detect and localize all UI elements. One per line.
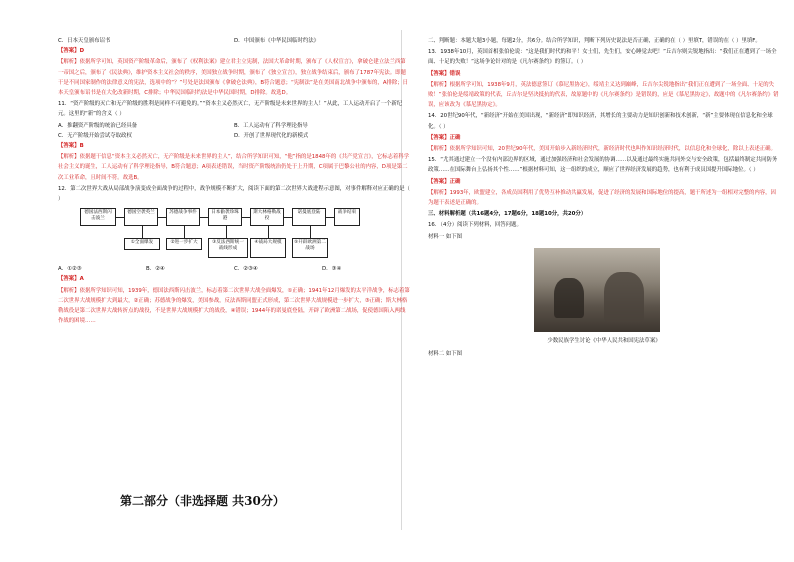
diagram-arrow	[242, 217, 250, 218]
diagram-event-3: ③反法西斯统一战线形成	[208, 238, 248, 258]
q11-option-a: A．推翻资产阶级的统治已经具备	[58, 122, 138, 129]
q11-option-b: B．工人运动有了科学理论指导	[234, 122, 308, 129]
diagram-connector	[142, 226, 143, 238]
q14-answer: 【答案】正确	[428, 134, 461, 141]
diagram-node-2: 德国空袭英兰	[124, 208, 158, 226]
left-column	[58, 36, 410, 327]
q12-option-b: B．②④	[146, 266, 165, 273]
q11-analysis: 【解析】依据题干信息“资本主义必然灭亡，无产阶级是未来世界的主人”，结合所学知识可知，“他”指的是1848年的《共产党宣言》，它标志着科学社会主义的诞生，工人运动有了科学理论指导，B符合题意；A项表述错误，当时资产阶级统治仍处于上升期，C项属于巴黎公社的内容，D项是第二次工业革命，且时间不符。故选B。	[58, 154, 410, 181]
diagram-event-2: ②进一步扩大	[166, 238, 202, 250]
q13-answer: 【答案】错误	[428, 70, 461, 77]
q10-analysis: 【解析】依据所学可知，英国资产阶级革命后，颁布了《权利法案》建立君主立宪制，法国大革命时期，颁布了《人权宣言》，拿破仑建立法兰西第一帝国之后，颁布了《民法典》，维护资本主义社会的秩序，美国独立战争时期，颁布了《独立宣言》，独立战争结束后，颁布了1787年宪法。即题干是不同国家制作的法律意义的宪法，选项中的“？”号处是法国颁布《拿破仑法典》，B符合题意；“宪制法”是在美国南北战争中颁布的，A排除；日本天皇颁布诏书是在大化改新时期，C排除；中华民国临时约法是中华民国时期，D排除。故选D。	[58, 59, 409, 97]
diagram-connector	[268, 226, 269, 238]
part-two-title: 第二部分（非选择题 共30分）	[120, 494, 285, 508]
section3-title: 三、材料解析题（共16题4分，17题6分，18题10分，共20分）	[428, 211, 587, 218]
diagram-node-7: 战争结束	[334, 208, 360, 226]
diagram-connector	[184, 226, 185, 238]
students-discussion-photo	[534, 248, 660, 332]
q13-stem: 13．1938年10月，英国首相张伯伦说：“这是我们时代的和平！女士们，先生们，安心睡觉去吧！”丘吉尔则尖锐地指出：“我们正在遭到了一场全面、十足的失败！”这场争论针对的是《凡尔赛条约》的签订。（ ）	[428, 49, 777, 66]
diagram-node-3: 苏德战争事件	[166, 208, 200, 226]
q12-answer: 【答案】A	[58, 276, 84, 283]
diagram-event-1: ①全面爆发	[124, 238, 160, 250]
q15-analysis: 【解析】1993年，欧盟建立，各成员国利用了优势互补推动共赢发展，促进了经济的发展和国际地位的提高，题干所述为一组相对完整的内容，因为题干表述是正确的。	[428, 189, 776, 207]
q14-stem: 14．20世纪90年代，“新经济”开始在美国出现，“新经济”即知识经济，其增长的主要动力是知识创新和技术创新，“新”主要体现在信息化和全球化。（ ）	[428, 113, 773, 130]
diagram-arrow	[200, 217, 208, 218]
diagram-arrow	[158, 217, 166, 218]
q11-options-row2	[58, 131, 410, 141]
photo-caption: 少数民族学生讨论《中华人民共和国宪法草案》	[547, 337, 661, 344]
q10-option-d: D．中国颁布《中华民国临时约法》	[234, 38, 320, 44]
diagram-connector	[226, 226, 227, 238]
q11-option-c: C．无产阶级开始尝试夺取政权	[58, 132, 132, 139]
q15-answer: 【答案】正确	[428, 178, 461, 185]
q11-stem: 11．“资产阶级的灭亡和无产阶级的胜利是同样不可避免的。”“资本主义必然灭亡，无产阶级是未来世界的主人！”从此，工人运动开启了一个新纪元。这里的“新”的含义（ ）	[58, 101, 403, 118]
q12-analysis: 【解析】依据所学知识可知，1939年，德国法西斯闪击波兰，标志着第二次世界大战全面爆发，①正确；1941年12月爆发的太平洋战争，标志着第二次世界大战规模扩大到最大，②正确；苏德战争的爆发，美国参战，反法西斯同盟正式形成，第二次世界大战规模进一步扩大，③正确；斯大林格勒战役是第二次世界大战转折点的战役，不是世界大战规模扩大的战役，④错误；1944年的诺曼底登陆，开辟了欧洲第二战场，促使德国陷入两线作战的困境……	[58, 287, 410, 325]
diagram-node-1: 德国法西斯闪击波兰	[80, 208, 116, 226]
diagram-arrow	[284, 217, 292, 218]
q16-stem: 16．（4分）阅读下列材料，回答问题。	[428, 222, 522, 229]
q11-option-d: D．开创了世界现代化的新模式	[234, 132, 309, 139]
q13-analysis: 【解析】根据所学可知，1938年9月，英法德意签订《慕尼黑协定》，绥靖主义达到巅峰，丘吉尔尖锐地指出“我们正在遭到了一场全面、十足的失败！”张伯伦是绥靖政策的代表，丘吉尔是坚决抵抗的代表，故原题中的《凡尔赛条约》是错误的，应是《慕尼黑协定》，故题中的《凡尔赛条约》错误，应该改为《慕尼黑协定》。	[428, 81, 779, 109]
q11-answer: 【答案】B	[58, 143, 84, 150]
q12-option-d: D．③④	[322, 266, 342, 273]
ww2-process-diagram	[80, 206, 380, 262]
q12-option-c: C．②③④	[234, 266, 258, 273]
right-column	[428, 36, 780, 360]
q14-analysis: 【解析】依据所学知识可知，20世纪90年代，美国开始步入新经济时代，新经济时代也叫作知识经济时代，以信息化和全球化，除以上表述正确。	[428, 146, 776, 153]
diagram-connector	[310, 226, 311, 238]
q15-stem: 15．“尤其通过建立一个没有内部边界的区域，通过加强经济和社会发展的协调……以及通过最终实施共同外交与安全政策，包括最终制定共同防务政策……在国际舞台上弘扬其个性……”根据材料可知，这一组织的成立，顺应了世界经济发展的趋势，也有利于成员国提升国际地位。（ ）	[428, 157, 778, 174]
q10-option-c: C．日本天皇颁布诏书	[58, 38, 111, 44]
q10-options-row	[58, 36, 410, 46]
diagram-event-5: ⑤开辟欧洲第二战场	[292, 238, 328, 258]
q12-option-a: A．①②③	[58, 266, 82, 273]
diagram-node-6: 诺曼底登陆	[292, 208, 326, 226]
q10-answer: 【答案】D	[58, 48, 85, 55]
material-1-label: 材料一 如下图	[428, 233, 463, 240]
section2-title: 二、判断题：本题大题3小题，每题2分，共6分。结合所学知识，判断下列历史说法是否正确，正确的在（ ）里填T，错误的在（ ）里填F。	[428, 38, 761, 44]
diagram-arrow	[326, 217, 334, 218]
q12-options-row	[58, 264, 410, 274]
q11-options-row1	[58, 121, 410, 131]
material-2-label: 材料二 如下图	[428, 351, 463, 358]
q12-stem: 12．第二次世界大战从局部战争演变成全面战争的过程中，战争规模不断扩大，阅读下面的第二次世界大战进程示意图，对事件解释对应正确的是（ ）	[58, 185, 410, 203]
diagram-arrow	[116, 217, 124, 218]
diagram-node-4: 日本偷袭珍珠港	[208, 208, 242, 226]
diagram-node-5: 斯大林格勒战役	[250, 208, 284, 226]
diagram-event-4: ④战局大规模	[250, 238, 286, 258]
